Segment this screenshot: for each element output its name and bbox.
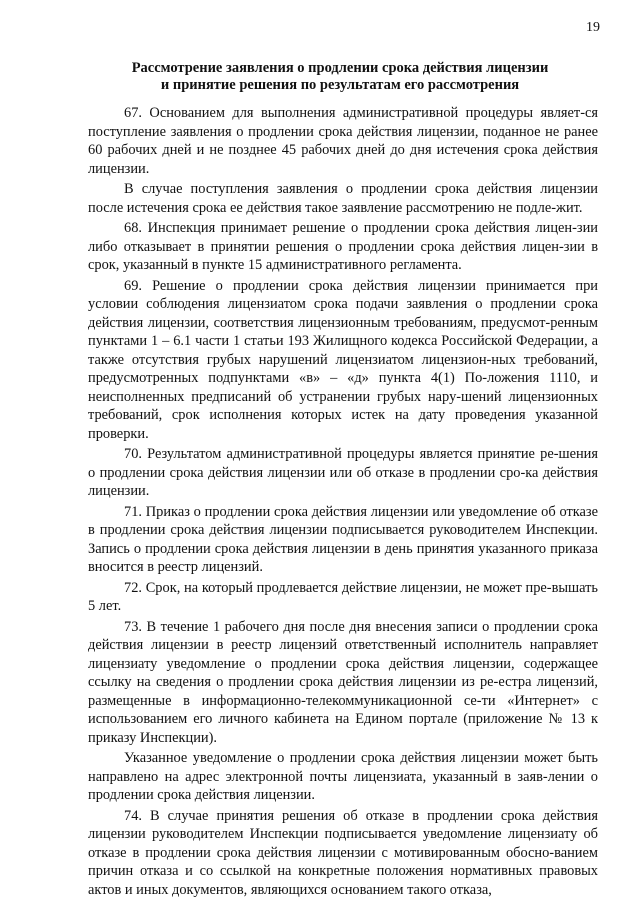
- section-heading: [80, 60, 600, 94]
- heading-line-1: Рассмотрение заявления о продлении срока действия лицензии: [131, 60, 549, 76]
- heading-line-2: и принятие решения по результатам его рассмотрения: [160, 77, 520, 93]
- paragraph-73-note: Указанное уведомление о продлении срока действия лицензии может быть направлено на адрес электронной почты лицензиата, указанный в заяв-лении о продлении срока действия лицензии.: [88, 750, 598, 803]
- paragraph-72: 72. Срок, на который продлевается действие лицензии, не может пре-вышать 5 лет.: [88, 579, 598, 614]
- paragraph-67-note: В случае поступления заявления о продлении срока действия лицензии после истечения срока ее действия такое заявление рассмотрению не подле-жит.: [88, 181, 598, 216]
- paragraph-69: 69. Решение о продлении срока действия лицензии принимается при условии соблюдения лицензиатом срока подачи заявления о продлении срока действия лицензии, соответствия лицензионным требованиям, предусмот-ренным пунктами 1 – 6.1 части 1 статьи 193 Жилищного кодекса Российской Федерации, а также отсутствия грубых нарушений лицензиатом лицензион-ных требований, предусмотренных подпунктами «в» – «д» пункта 4(1) По-ложения 1110, и неисполненных предписаний об устранении грубых нару-шений лицензионных требований, срок исполнения которых истек на дату проведения указанной проверки.: [88, 277, 598, 442]
- page-number: 19: [586, 20, 600, 35]
- paragraph-74: 74. В случае принятия решения об отказе в продлении срока действия лицензии руководителем Инспекции подписывается уведомление лицензиату об отказе в продлении срока действия лицензии с мотивированным обосно-ванием причин отказа и со ссылкой на конкретные положения нормативных правовых актов и иных документов, являющихся основанием такого отказа,: [88, 807, 598, 898]
- paragraph-70: 70. Результатом административной процедуры является принятие ре-шения о продлении срока действия лицензии или об отказе в продлении сро-ка действия лицензии.: [88, 446, 598, 499]
- paragraph-73: 73. В течение 1 рабочего дня после дня внесения записи о продлении срока действия лицензии в реестр лицензий ответственный исполнитель направляет лицензиату уведомление о продлении срока действия лицензии, содержащее ссылку на сведения о продлении срока действия лицензии из ре-естра лицензий, размещенные в информационно-телекоммуникационной се-ти «Интернет» с использованием его личного кабинета на Едином портале (приложение № 13 к приказу Инспекции).: [88, 618, 598, 746]
- paragraph-67: 67. Основанием для выполнения административной процедуры являет-ся поступление заявления о продлении срока действия лицензии, поданное не ранее 60 рабочих дней и не позднее 45 рабочих дней до дня истечения срока действия лицензии.: [88, 105, 598, 177]
- paragraph-71: 71. Приказ о продлении срока действия лицензии или уведомление об отказе в продлении срока действия лицензии подписывается руководителем Инспекции. Запись о продлении срока действия лицензии в день принятия указанного приказа вносится в реестр лицензий.: [88, 503, 598, 575]
- document-body: [88, 104, 598, 901]
- paragraph-68: 68. Инспекция принимает решение о продлении срока действия лицен-зии либо отказывает в принятии решения о продлении срока действия лицен-зии в срок, указанный в пункте 15 административного регламента.: [88, 220, 598, 273]
